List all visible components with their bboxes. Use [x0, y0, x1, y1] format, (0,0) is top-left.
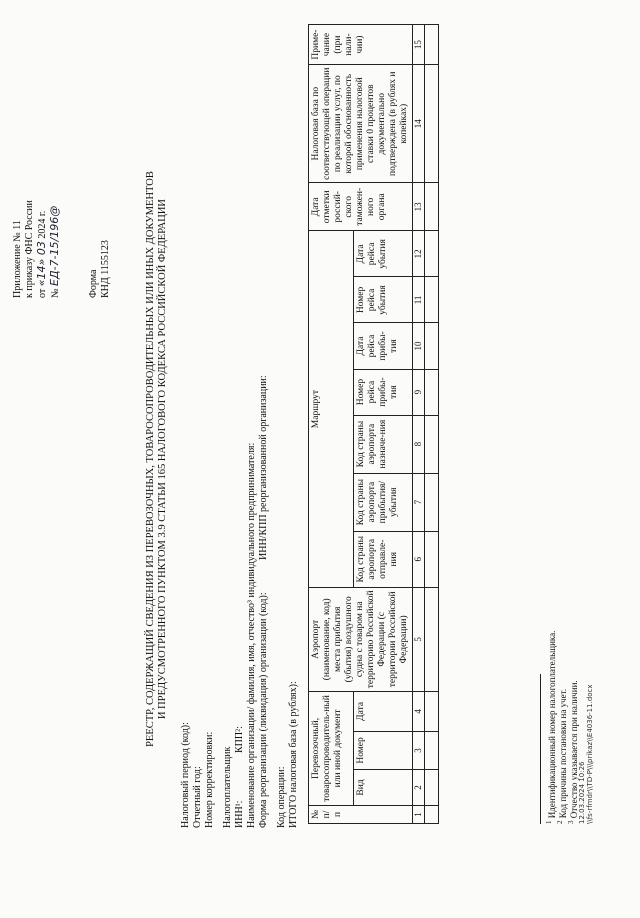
column-number: 9: [413, 369, 425, 415]
appendix-order-date: от «14» 03 2024 г.: [35, 210, 48, 298]
table-cell: [425, 531, 439, 587]
footnote-3: $^3$ Отчество указывается при наличии.: [567, 680, 579, 824]
table-row: [425, 25, 439, 824]
header-arrival-flight-date: Дата рейса прибы-тия: [354, 323, 413, 369]
header-departure-country: Код страны аэропорта отправле-ния: [354, 531, 413, 587]
field-operation-code: Код операции:: [276, 766, 287, 828]
column-number: 7: [413, 473, 425, 531]
register-title-line2: И ПРЕДУСМОТРЕННОГО ПУНКТОМ 3.9 СТАТЬИ 165 НАЛОГОВОГО КОДЕКСА РОССИЙСКОЙ ФЕДЕРАЦИИ: [157, 198, 168, 720]
field-reorganized-inn-kpp: ИНН/КПП реорганизованной организации:: [258, 375, 269, 560]
table-cell: [425, 769, 439, 805]
field-taxpayer: Налогоплательщик: [222, 746, 233, 828]
field-organization-name: Наименование организации/ фамилия, имя, отчество³ индивидуального предпринимателя:: [246, 442, 257, 828]
header-airport: Аэропорт (наименование, код) места прибытия (убытия) воздушного судна с товаром на территорию Российской Федерации (с территории Российской Федерации): [309, 587, 413, 691]
header-document-number: Номер: [354, 731, 413, 769]
field-tax-period: Налоговый период (код):: [180, 722, 191, 828]
register-title-line1: РЕЕСТР, СОДЕРЖАЩИЙ СВЕДЕНИЯ ИЗ ПЕРЕВОЗОЧНЫХ, ТОВАРОСОПРОВОДИТЕЛЬНЫХ ИЛИ ИНЫХ ДОКУМЕНТОВ: [145, 171, 156, 747]
header-departure-flight-number: Номер рейса убытия: [354, 277, 413, 323]
header-arrival-country: Код страны аэропорта прибытия/ убытия: [354, 473, 413, 531]
table-cell: [425, 691, 439, 731]
column-number: 6: [413, 531, 425, 587]
form-label: Форма: [88, 269, 99, 298]
column-number: 10: [413, 323, 425, 369]
column-number: 15: [413, 25, 425, 65]
table-cell: [425, 369, 439, 415]
column-number: 4: [413, 691, 425, 731]
table-cell: [425, 415, 439, 473]
header-departure-flight-date: Дата рейса убытия: [354, 231, 413, 277]
header-arrival-flight-number: Номер рейса прибы-тия: [354, 369, 413, 415]
print-file-path: \\fs-rfmdr\\TD-P\\\prikaz\\E4036-11.docx: [586, 684, 594, 824]
footnote-1: $^1$ Идентификационный номер налогоплательщика.: [545, 630, 557, 824]
header-note: Приме-чание (при нали-чии): [309, 25, 413, 65]
appendix-number: Приложение № 11: [12, 220, 23, 298]
field-inn: ИНН¹:: [234, 800, 245, 828]
header-document-kind: Вид: [354, 769, 413, 805]
header-tax-base: Налоговая база по соответствующей операции по реализации услуг, по которой обоснованность применения налоговой ставки 0 процентов документально подтверждена (в рублях и копейках): [309, 65, 413, 183]
register-table: [308, 24, 439, 824]
column-number: 13: [413, 183, 425, 231]
column-number: 8: [413, 415, 425, 473]
column-number: 1: [413, 805, 425, 823]
column-number: 2: [413, 769, 425, 805]
header-customs-mark-date: Дата отметки россий-ского таможен-ного органа: [309, 183, 413, 231]
header-document-date: Дата: [354, 691, 413, 731]
header-document: Перевозочный, товаросопроводитель-ный или иной документ: [309, 691, 354, 805]
field-report-year: Отчетный год:: [192, 766, 203, 828]
appendix-order-number: № ЕД-7-15/196@: [48, 205, 61, 298]
table-cell: [425, 473, 439, 531]
column-number: 3: [413, 731, 425, 769]
table-cell: [425, 323, 439, 369]
header-row-number: № п/ п: [309, 805, 413, 823]
field-total-tax-base: ИТОГО налоговая база (в рублях):: [288, 681, 299, 828]
handwritten-date: «14» 03: [35, 241, 48, 287]
form-code-block: [88, 240, 112, 298]
field-kpp: КПП²:: [234, 726, 245, 753]
column-numbers-row: [413, 25, 425, 824]
column-number: 11: [413, 277, 425, 323]
footnote-divider: [540, 674, 541, 824]
footnote-2: $^2$ Код причины постановки на учет.: [556, 688, 568, 824]
table-cell: [425, 231, 439, 277]
appendix-order-ref: к приказу ФНС России: [24, 200, 35, 298]
table-cell: [425, 183, 439, 231]
handwritten-order-number: ЕД-7-15/196@: [48, 205, 61, 286]
table-cell: [425, 731, 439, 769]
print-timestamp: 12.03.2024 10:26: [578, 761, 586, 824]
table-cell: [425, 25, 439, 65]
header-destination-country: Код страны аэропорта назначе-ния: [354, 415, 413, 473]
column-number: 12: [413, 231, 425, 277]
column-number: 5: [413, 587, 425, 691]
field-correction-number: Номер корректировки:: [204, 731, 215, 828]
header-route: Маршрут: [309, 231, 354, 587]
table-cell: [425, 65, 439, 183]
table-cell: [425, 277, 439, 323]
column-number: 14: [413, 65, 425, 183]
field-reorganization-form: Форма реорганизации (ликвидация) организации (код):: [258, 592, 269, 828]
knd-code: КНД 1155123: [100, 240, 111, 298]
appendix-header: [12, 98, 62, 298]
table-cell: [425, 805, 439, 823]
table-cell: [425, 587, 439, 691]
